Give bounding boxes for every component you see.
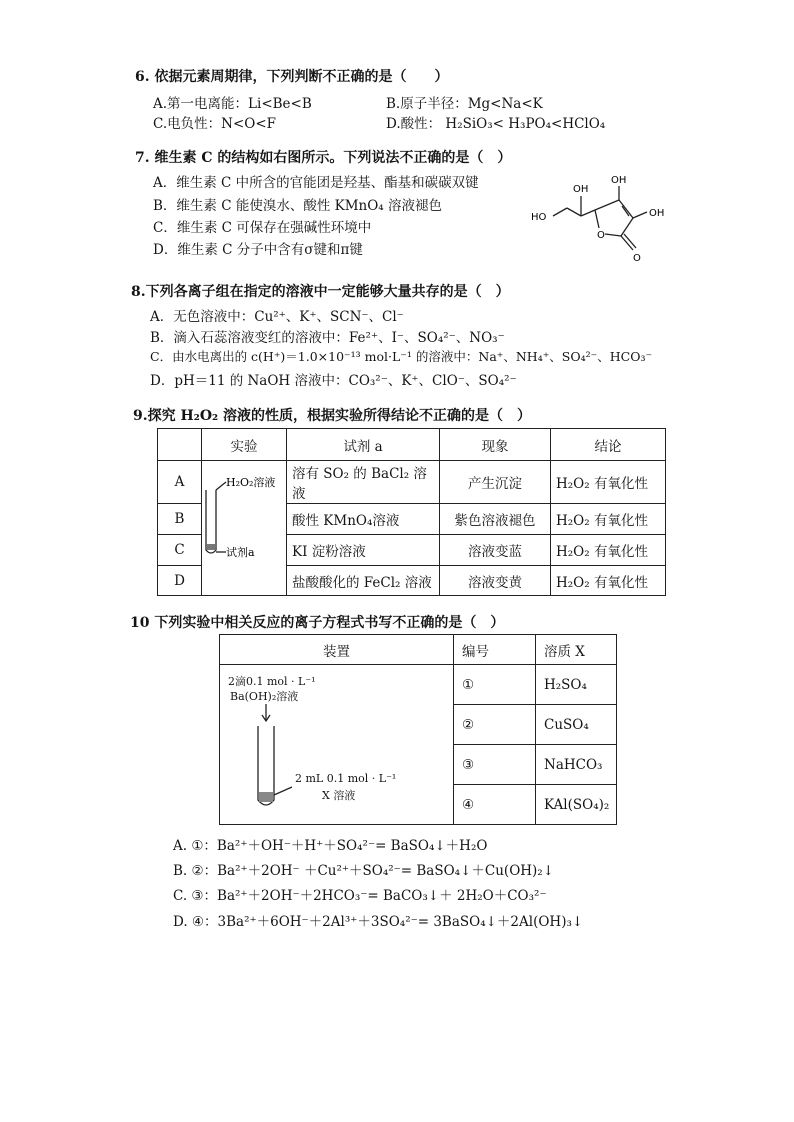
x-solution-liquid [259, 792, 273, 802]
table-header-cell: 结论 [551, 429, 666, 461]
q8-option-d: D．pH＝11 的 NaOH 溶液中：CO₃²⁻、K⁺、ClO⁻、SO₄²⁻ [150, 373, 517, 389]
solute-cell: KAl(SO₄)₂ [536, 785, 617, 825]
row-label: D [158, 566, 202, 596]
reagent-cell: 酸性 KMnO₄溶液 [287, 504, 440, 535]
row-label: C [158, 535, 202, 566]
phenomenon-cell: 产生沉淀 [440, 461, 551, 504]
drop-label-line-1: 2滴0.1 mol · L⁻¹ [228, 675, 316, 688]
number-cell: ④ [454, 785, 536, 825]
q6-option-b: B.原子半径：Mg<Na<K [386, 96, 543, 112]
tube-bottom-label: 试剂a [226, 546, 255, 559]
test-tube-diagram [200, 472, 284, 584]
phenomenon-cell: 溶液变蓝 [440, 535, 551, 566]
oh-label-top-left: OH [573, 184, 589, 195]
q7-stem: 7. 维生素 C 的结构如右图所示。下列说法不正确的是（ ） [135, 150, 512, 166]
number-cell: ② [454, 705, 536, 745]
solute-cell: H₂SO₄ [536, 665, 617, 705]
phenomenon-cell: 紫色溶液褪色 [440, 504, 551, 535]
q8-option-a: A．无色溶液中：Cu²⁺、K⁺、SCN⁻、Cl⁻ [150, 309, 404, 325]
row-label: A [158, 461, 202, 504]
q6-option-c: C.电负性：N<O<F [153, 116, 277, 132]
q10-option-a: A. ①：Ba²⁺＋OH⁻＋H⁺＋SO₄²⁻= BaSO₄↓＋H₂O [173, 838, 488, 854]
table-header-row [220, 635, 617, 665]
tube-label-line-2: X 溶液 [322, 789, 356, 802]
drop-label-line-2: Ba(OH)₂溶液 [230, 690, 299, 703]
table-header-cell: 现象 [440, 429, 551, 461]
oh-label-top-right: OH [611, 175, 627, 186]
table-header-row [158, 429, 666, 461]
reagent-cell: 溶有 SO₂ 的 BaCl₂ 溶液 [287, 461, 440, 504]
table-header-cell: 编号 [454, 635, 536, 665]
tube-label-line-1: 2 mL 0.1 mol · L⁻¹ [295, 772, 397, 785]
phenomenon-cell: 溶液变黄 [440, 566, 551, 596]
table-header-cell: 装置 [220, 635, 454, 665]
table-header-cell [158, 429, 202, 461]
reagent-cell: KI 淀粉溶液 [287, 535, 440, 566]
number-cell: ③ [454, 745, 536, 785]
q6-option-d: D.酸性： H₂SiO₃< H₃PO₄<HClO₄ [386, 116, 606, 132]
q6-stem: 6. 依据元素周期律，下列判断不正确的是（ ） [135, 69, 449, 85]
table-header-cell: 溶质 X [536, 635, 617, 665]
ring-oxygen-label: O [597, 230, 605, 241]
apparatus-diagram [250, 700, 310, 815]
q10-option-b: B. ②：Ba²⁺＋2OH⁻ ＋Cu²⁺＋SO₄²⁻= BaSO₄↓＋Cu(OH)₂↓ [173, 863, 555, 879]
q8-stem: 8.下列各离子组在指定的溶液中一定能够大量共存的是（ ） [131, 284, 510, 300]
q7-option-a: A．维生素 C 中所含的官能团是羟基、酯基和碳碳双键 [153, 175, 479, 191]
q10-option-d: D. ④：3Ba²⁺＋6OH⁻＋2Al³⁺＋3SO₄²⁻= 3BaSO₄↓＋2Al(OH)₃↓ [173, 914, 584, 930]
conclusion-cell: H₂O₂ 有氧化性 [551, 461, 666, 504]
q8-option-b: B．滴入石蕊溶液变红的溶液中：Fe²⁺、I⁻、SO₄²⁻、NO₃⁻ [150, 330, 505, 346]
solute-cell: CuSO₄ [536, 705, 617, 745]
reagent-liquid [207, 544, 215, 550]
tube-top-label: H₂O₂溶液 [226, 476, 276, 489]
row-label: B [158, 504, 202, 535]
reagent-cell: 盐酸酸化的 FeCl₂ 溶液 [287, 566, 440, 596]
number-cell: ① [454, 665, 536, 705]
q7-option-c: C．维生素 C 可保存在强碱性环境中 [153, 220, 372, 236]
table-header-cell: 实验 [202, 429, 287, 461]
carbonyl-oxygen-label: O [633, 253, 641, 264]
q6-option-a: A.第一电离能：Li<Be<B [153, 96, 312, 112]
q8-option-c: C．由水电离出的 c(H⁺)＝1.0×10⁻¹³ mol·L⁻¹ 的溶液中：Na⁺、NH₄⁺、SO₄²⁻、HCO₃⁻ [150, 349, 653, 364]
vitamin-c-structure [525, 170, 675, 265]
q7-option-b: B．维生素 C 能使溴水、酸性 KMnO₄ 溶液褪色 [153, 198, 442, 214]
q7-option-d: D．维生素 C 分子中含有σ键和π键 [153, 242, 363, 258]
conclusion-cell: H₂O₂ 有氧化性 [551, 504, 666, 535]
conclusion-cell: H₂O₂ 有氧化性 [551, 566, 666, 596]
conclusion-cell: H₂O₂ 有氧化性 [551, 535, 666, 566]
q10-option-c: C. ③：Ba²⁺＋2OH⁻＋2HCO₃⁻= BaCO₃↓＋ 2H₂O＋CO₃²⁻ [173, 888, 547, 904]
ho-label: HO [531, 212, 547, 223]
solute-cell: NaHCO₃ [536, 745, 617, 785]
table-header-cell: 试剂 a [287, 429, 440, 461]
q9-stem: 9.探究 H₂O₂ 溶液的性质，根据实验所得结论不正确的是（ ） [133, 408, 532, 424]
oh-label-right: OH [649, 208, 665, 219]
q10-stem: 10 下列实验中相关反应的离子方程式书写不正确的是（ ） [130, 615, 505, 631]
